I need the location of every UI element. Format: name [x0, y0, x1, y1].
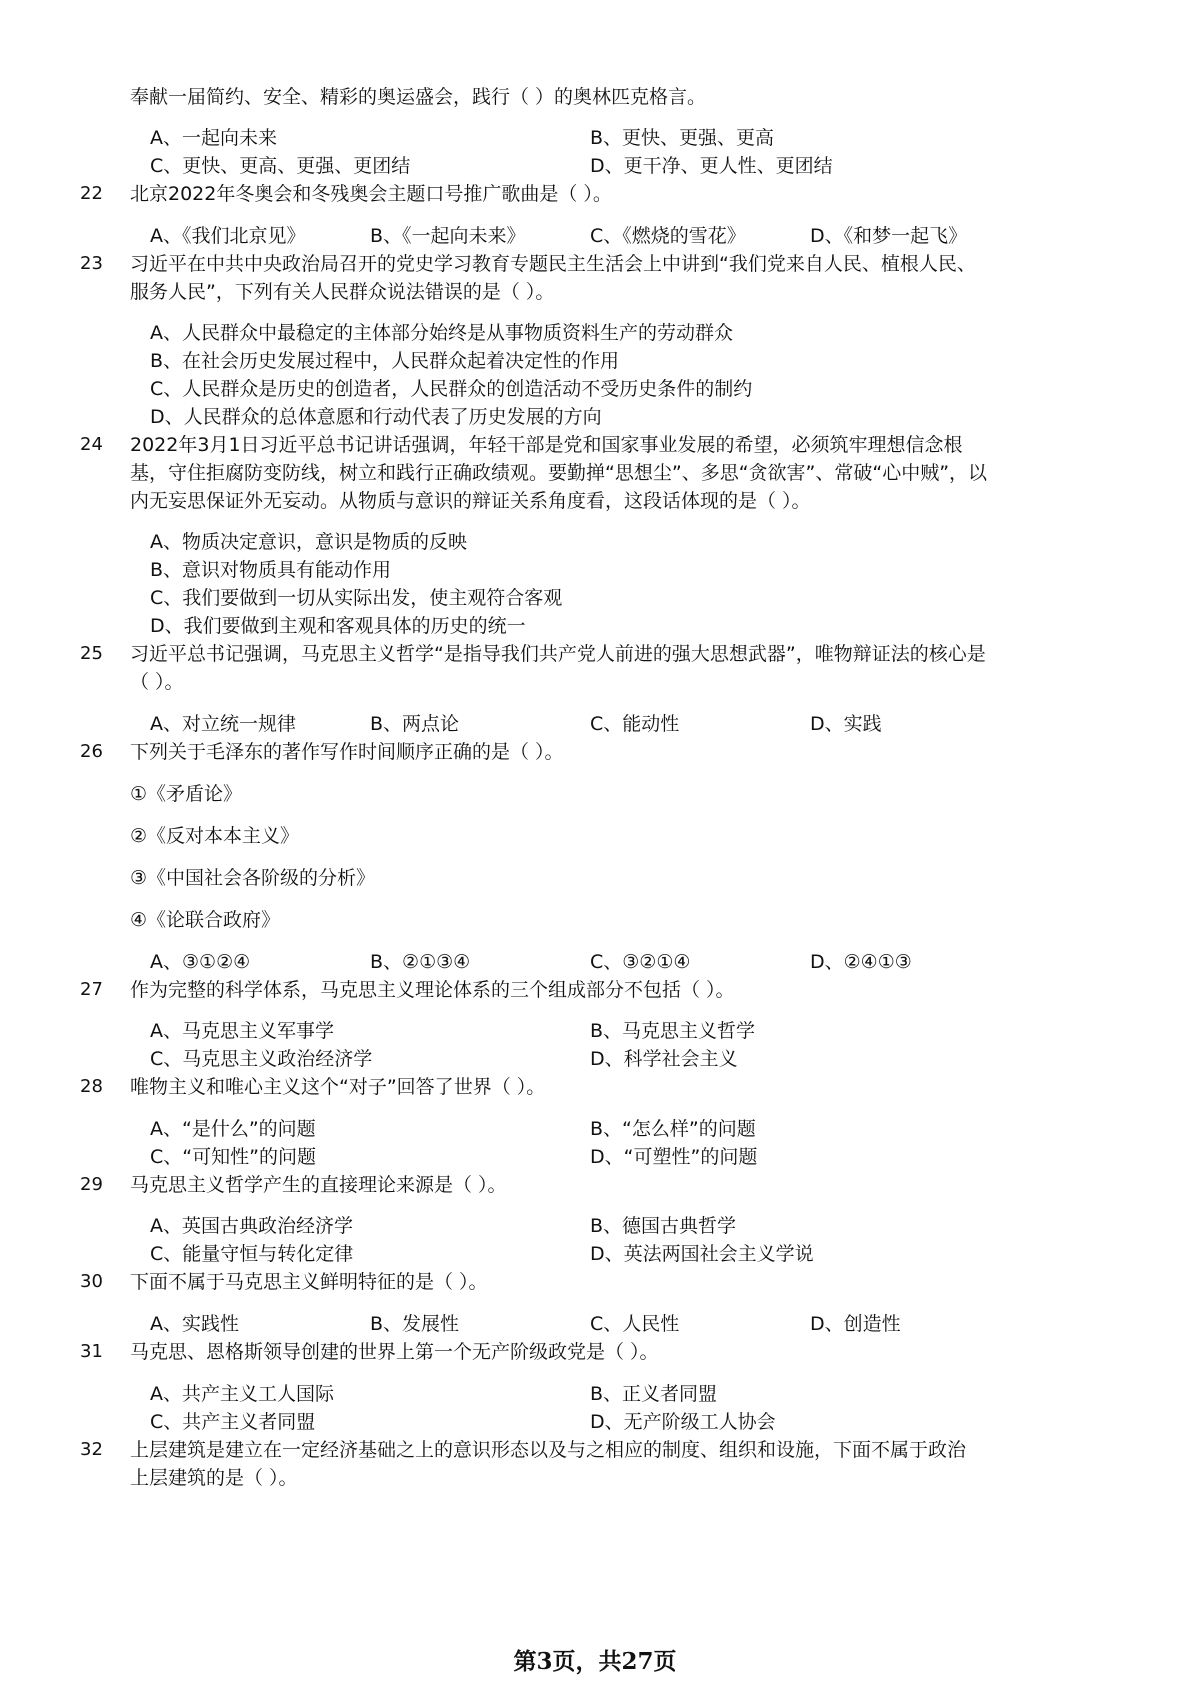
q26-item-4: ④《论联合政府》	[130, 909, 281, 931]
q32-text-line: 上层建筑是建立在一定经济基础之上的意识形态以及与之相应的制度、组织和设施，下面不属于政治	[130, 1439, 967, 1461]
q30-option-c[interactable]: C、人民性	[590, 1313, 680, 1335]
q30-number: 30	[80, 1271, 103, 1292]
q32-text-line: 上层建筑的是（ ）。	[130, 1467, 298, 1489]
q21-text-line: 奉献一届简约、安全、精彩的奥运盛会，践行（ ）的奥林匹克格言。	[130, 86, 707, 108]
q29-option-d[interactable]: D、英法两国社会主义学说	[590, 1243, 814, 1265]
q27-number: 27	[80, 979, 103, 1000]
q22-text-line: 北京2022年冬奥会和冬残奥会主题口号推广歌曲是（ ）。	[130, 183, 612, 205]
q25-number: 25	[80, 643, 103, 664]
q23-text-line: 服务人民”，下列有关人民群众说法错误的是（ ）。	[130, 281, 555, 303]
q24-text-line: 2022年3月1日习近平总书记讲话强调，年轻干部是党和国家事业发展的希望，必须筑牢理想信念根	[130, 434, 963, 456]
q27-option-a[interactable]: A、马克思主义军事学	[150, 1020, 334, 1042]
q29-option-c[interactable]: C、能量守恒与转化定律	[150, 1243, 354, 1265]
q31-option-b[interactable]: B、正义者同盟	[590, 1383, 718, 1405]
q28-option-d[interactable]: D、“可塑性”的问题	[590, 1146, 758, 1168]
q22-option-c[interactable]: C、《燃烧的雪花》	[590, 225, 746, 247]
q26-text-line: 下列关于毛泽东的著作写作时间顺序正确的是（ ）。	[130, 741, 564, 763]
q22-number: 22	[80, 183, 103, 204]
q31-option-d[interactable]: D、无产阶级工人协会	[590, 1411, 776, 1433]
q31-option-a[interactable]: A、共产主义工人国际	[150, 1383, 334, 1405]
q26-option-c[interactable]: C、③②①④	[590, 951, 691, 973]
q25-option-b[interactable]: B、两点论	[370, 713, 460, 735]
q29-option-b[interactable]: B、德国古典哲学	[590, 1215, 737, 1237]
q27-option-b[interactable]: B、马克思主义哲学	[590, 1020, 756, 1042]
q31-text-line: 马克思、恩格斯领导创建的世界上第一个无产阶级政党是（ ）。	[130, 1341, 659, 1363]
q25-option-d[interactable]: D、实践	[810, 713, 882, 735]
q31-number: 31	[80, 1341, 103, 1362]
q22-option-a[interactable]: A、《我们北京见》	[150, 225, 306, 247]
q23-option-d[interactable]: D、人民群众的总体意愿和行动代表了历史发展的方向	[150, 406, 602, 428]
q24-text-line: 内无妄思保证外无妄动。从物质与意识的辩证关系角度看，这段话体现的是（ ）。	[130, 490, 811, 512]
q28-number: 28	[80, 1076, 103, 1097]
q21-option-a[interactable]: A、一起向未来	[150, 127, 277, 149]
q27-option-d[interactable]: D、科学社会主义	[590, 1048, 738, 1070]
q26-option-b[interactable]: B、②①③④	[370, 951, 471, 973]
q25-text-line: （ ）。	[130, 671, 184, 693]
q28-option-c[interactable]: C、“可知性”的问题	[150, 1146, 316, 1168]
q26-number: 26	[80, 741, 103, 762]
q28-text-line: 唯物主义和唯心主义这个“对子”回答了世界（ ）。	[130, 1076, 546, 1098]
q22-option-d[interactable]: D、《和梦一起飞》	[810, 225, 968, 247]
q21-option-c[interactable]: C、更快、更高、更强、更团结	[150, 155, 411, 177]
q24-option-d[interactable]: D、我们要做到主观和客观具体的历史的统一	[150, 615, 526, 637]
q30-option-a[interactable]: A、实践性	[150, 1313, 239, 1335]
q29-option-a[interactable]: A、英国古典政治经济学	[150, 1215, 353, 1237]
q32-number: 32	[80, 1439, 103, 1460]
q22-option-b[interactable]: B、《一起向未来》	[370, 225, 526, 247]
q26-item-2: ②《反对本本主义》	[130, 825, 300, 847]
q24-option-a[interactable]: A、物质决定意识，意识是物质的反映	[150, 531, 467, 553]
q31-option-c[interactable]: C、共产主义者同盟	[150, 1411, 316, 1433]
q24-option-c[interactable]: C、我们要做到一切从实际出发，使主观符合客观	[150, 587, 563, 609]
q26-item-1: ①《矛盾论》	[130, 783, 243, 805]
q27-option-c[interactable]: C、马克思主义政治经济学	[150, 1048, 373, 1070]
q26-option-a[interactable]: A、③①②④	[150, 951, 251, 973]
q23-number: 23	[80, 253, 103, 274]
q23-option-b[interactable]: B、在社会历史发展过程中，人民群众起着决定性的作用	[150, 350, 620, 372]
q27-text-line: 作为完整的科学体系，马克思主义理论体系的三个组成部分不包括（ ）。	[130, 979, 735, 1001]
q25-option-c[interactable]: C、能动性	[590, 713, 680, 735]
q24-option-b[interactable]: B、意识对物质具有能动作用	[150, 559, 392, 581]
q24-text-line: 基，守住拒腐防变防线，树立和践行正确政绩观。要勤掸“思想尘”、多思“贪欲害”、常破“心中贼”，以	[130, 462, 988, 484]
q29-text-line: 马克思主义哲学产生的直接理论来源是（ ）。	[130, 1174, 507, 1196]
q28-option-b[interactable]: B、“怎么样”的问题	[590, 1118, 756, 1140]
q30-text-line: 下面不属于马克思主义鲜明特征的是（ ）。	[130, 1271, 488, 1293]
q29-number: 29	[80, 1174, 103, 1195]
q23-option-a[interactable]: A、人民群众中最稳定的主体部分始终是从事物质资料生产的劳动群众	[150, 322, 733, 344]
q21-option-b[interactable]: B、更快、更强、更高	[590, 127, 775, 149]
q21-option-d[interactable]: D、更干净、更人性、更团结	[590, 155, 833, 177]
q26-item-3: ③《中国社会各阶级的分析》	[130, 867, 376, 889]
q23-option-c[interactable]: C、人民群众是历史的创造者，人民群众的创造活动不受历史条件的制约	[150, 378, 753, 400]
q23-text-line: 习近平在中共中央政治局召开的党史学习教育专题民主生活会上中讲到“我们党来自人民、植根人民、	[130, 253, 976, 275]
q24-number: 24	[80, 434, 103, 455]
q25-option-a[interactable]: A、对立统一规律	[150, 713, 296, 735]
q26-option-d[interactable]: D、②④①③	[810, 951, 912, 973]
q30-option-d[interactable]: D、创造性	[810, 1313, 901, 1335]
page-footer: 第3页，共27页	[513, 1648, 677, 1675]
q25-text-line: 习近平总书记强调，马克思主义哲学“是指导我们共产党人前进的强大思想武器”，唯物辩证法的核心是	[130, 643, 986, 665]
q30-option-b[interactable]: B、发展性	[370, 1313, 460, 1335]
q28-option-a[interactable]: A、“是什么”的问题	[150, 1118, 316, 1140]
